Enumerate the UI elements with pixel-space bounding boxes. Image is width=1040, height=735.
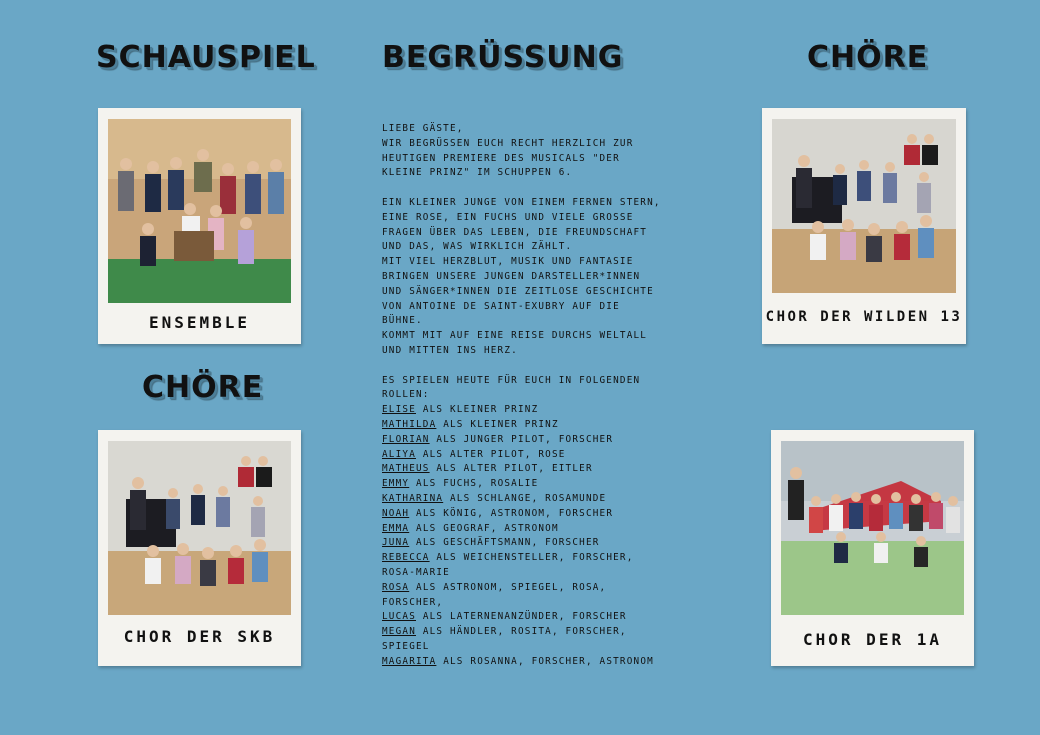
cast-name: EMMA [382,522,410,534]
photo-chor-wilden-13 [772,119,956,293]
photo-chor-1a [781,441,964,615]
welcome-paragraph-2: EIN KLEINER JUNGE VON EINEM FERNEN STERN, EINE ROSE, EIN FUCHS UND VIELE GROSSE FRAGEN ÜBER DAS LEBEN, DIE FREUNDSCHAFT UND DAS, WAS WIRKLICH ZÄHLT. [382,196,661,253]
cast-name: EMMY [382,478,410,490]
cast-item [382,492,662,507]
cast-role: ALS LATERNENANZÜNDER, FORSCHER [422,611,627,623]
cast-role: ALS JUNGER PILOT, FORSCHER [436,433,614,445]
cast-role: ALS ASTRONOM, SPIEGEL, ROSA, FORSCHER, [382,581,607,608]
heading-choere-left: CHÖRE [142,370,264,405]
cast-item [382,625,662,655]
cast-intro: ES SPIELEN HEUTE FÜR EUCH IN FOLGENDEN ROLLEN: [382,374,641,401]
caption-ensemble: ENSEMBLE [148,313,251,332]
cast-item [382,551,662,581]
welcome-paragraph-4: KOMMT MIT AUF EINE REISE DURCHS WELTALL UND MITTEN INS HERZ. [382,330,648,356]
cast-role: ALS WEICHENSTELLER, FORSCHER, ROSA-MARIE [382,552,634,578]
cast-list [382,403,662,669]
cast-item [382,581,662,611]
cast-name: ALIYA [382,448,416,460]
welcome-paragraph-1: WIR BEGRÜSSEN EUCH RECHT HERZLICH ZUR HEUTIGEN PREMIERE DES MUSICALS "DER KLEINE PRINZ" IM SCHUPPEN 6. [382,137,634,179]
cast-item [382,507,662,522]
cast-role: ALS KÖNIG, ASTRONOM, FORSCHER [416,507,614,519]
cast-item [382,477,662,492]
welcome-text [382,122,662,669]
polaroid-chor-wilden-13 [762,108,966,344]
cast-role: ALS GEOGRAF, ASTRONOM [416,522,559,534]
polaroid-chor-skb [98,430,301,666]
cast-name: MEGAN [382,626,416,638]
photo-ensemble [108,119,291,303]
heading-choere-right: CHÖRE [807,40,929,75]
cast-name: JUNA [382,537,410,549]
cast-item [382,522,662,537]
cast-name: ELISE [382,404,416,416]
cast-name: MAGARITA [382,655,437,667]
cast-role: ALS GESCHÄFTSMANN, FORSCHER [416,537,600,549]
caption-chor-skb: CHOR DER SKB [123,627,276,646]
cast-name: KATHARINA [382,492,444,504]
cast-role: ALS ROSANNA, FORSCHER, ASTRONOM [443,655,654,667]
cast-name: NOAH [382,507,410,519]
welcome-paragraph-3: MIT VIEL HERZBLUT, MUSIK UND FANTASIE BRINGEN UNSERE JUNGEN DARSTELLER*INNEN UND SÄNGER*INNEN DIE ZEITLOSE GESCHICHTE VON ANTOINE DE SAINT-EXUBRY AUF DIE BÜHNE. [382,256,654,327]
cast-item [382,462,662,477]
cast-role: ALS ALTER PILOT, ROSE [422,448,566,460]
cast-role: ALS KLEINER PRINZ [443,418,559,430]
cast-name: FLORIAN [382,433,430,445]
cast-item [382,655,662,670]
cast-item [382,418,662,433]
cast-item [382,433,662,448]
cast-item [382,610,662,625]
cast-item [382,403,662,418]
caption-chor-wilden-13: CHOR DER WILDEN 13 [765,309,963,325]
cast-role: ALS KLEINER PRINZ [422,404,539,416]
cast-role: ALS FUCHS, ROSALIE [416,478,539,490]
cast-name: LUCAS [382,611,416,623]
cast-role: ALS ALTER PILOT, EITLER [436,463,593,475]
caption-chor-1a: CHOR DER 1A [803,630,942,649]
cast-name: MATHEUS [382,463,430,475]
cast-item [382,536,662,551]
cast-item [382,448,662,463]
cast-name: ROSA [382,581,410,593]
welcome-greeting: LIEBE GÄSTE, [382,123,464,134]
cast-role: ALS HÄNDLER, ROSITA, FORSCHER, SPIEGEL [382,626,627,652]
heading-begruessung: BEGRÜSSUNG [382,40,624,75]
photo-chor-skb [108,441,291,615]
polaroid-ensemble [98,108,301,344]
cast-name: REBECCA [382,552,430,564]
heading-schauspiel: SCHAUSPIEL [96,40,316,75]
cast-role: ALS SCHLANGE, ROSAMUNDE [450,492,607,504]
polaroid-chor-1a [771,430,974,666]
cast-name: MATHILDA [382,418,437,430]
